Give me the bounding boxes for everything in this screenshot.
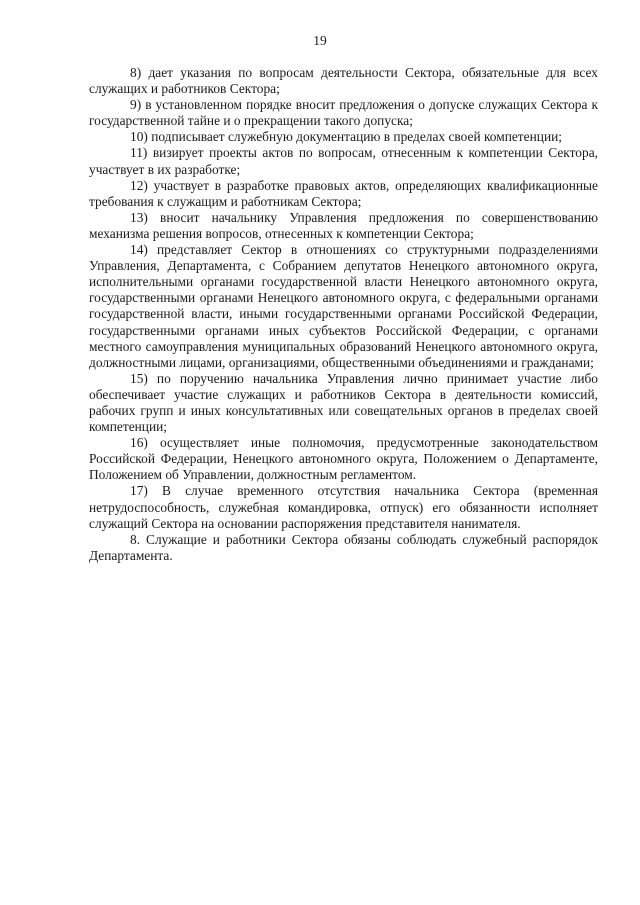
- section-8-paragraph: 8. Служащие и работники Сектора обязаны соблюдать служебный распорядок Департамента.: [89, 531, 598, 563]
- list-item-12: 12) участвует в разработке правовых актов, определяющих квалификационные требования к служащим и работникам Сектора;: [89, 177, 598, 209]
- list-item-14: 14) представляет Сектор в отношениях со структурными подразделениями Управления, Департамента, с Собранием депутатов Ненецкого автономного округа, исполнительными органами государственной власти Ненецкого автономного округа, государственными органами Ненецкого автономного округа, с федеральными органами государственной власти, иными государственными органами Российской Федерации, государственными органами иных субъектов Российской Федерации, с органами местного самоуправления муниципальных образований Ненецкого автономного округа, должностными лицами, организациями, общественными объединениями и гражданами;: [89, 242, 598, 370]
- list-item-8: 8) дает указания по вопросам деятельности Сектора, обязательные для всех служащих и работников Сектора;: [89, 65, 598, 97]
- document-body: [89, 65, 598, 564]
- list-item-16: 16) осуществляет иные полномочия, предусмотренные законодательством Российской Федерации, Ненецкого автономного округа, Положением о Департаменте, Положением об Управлении, должностным регламентом.: [89, 435, 598, 483]
- list-item-9: 9) в установленном порядке вносит предложения о допуске служащих Сектора к государственной тайне и о прекращении такого допуска;: [89, 97, 598, 129]
- list-item-17: 17) В случае временного отсутствия начальника Сектора (временная нетрудоспособность, служебная командировка, отпуск) его обязанности исполняет служащий Сектора на основании распоряжения представителя нанимателя.: [89, 483, 598, 531]
- list-item-10: 10) подписывает служебную документацию в пределах своей компетенции;: [130, 129, 562, 145]
- list-item-15: 15) по поручению начальника Управления лично принимает участие либо обеспечивает участие служащих и работников Сектора в деятельности комиссий, рабочих групп и иных консультативных или совещательных органов в пределах своей компетенции;: [89, 370, 598, 435]
- page-number: 19: [313, 33, 327, 48]
- list-item-11: 11) визирует проекты актов по вопросам, отнесенным к компетенции Сектора, участвует в их разработке;: [89, 145, 598, 177]
- list-item-13: 13) вносит начальнику Управления предложения по совершенствованию механизма решения вопросов, отнесенных к компетенции Сектора;: [89, 209, 598, 241]
